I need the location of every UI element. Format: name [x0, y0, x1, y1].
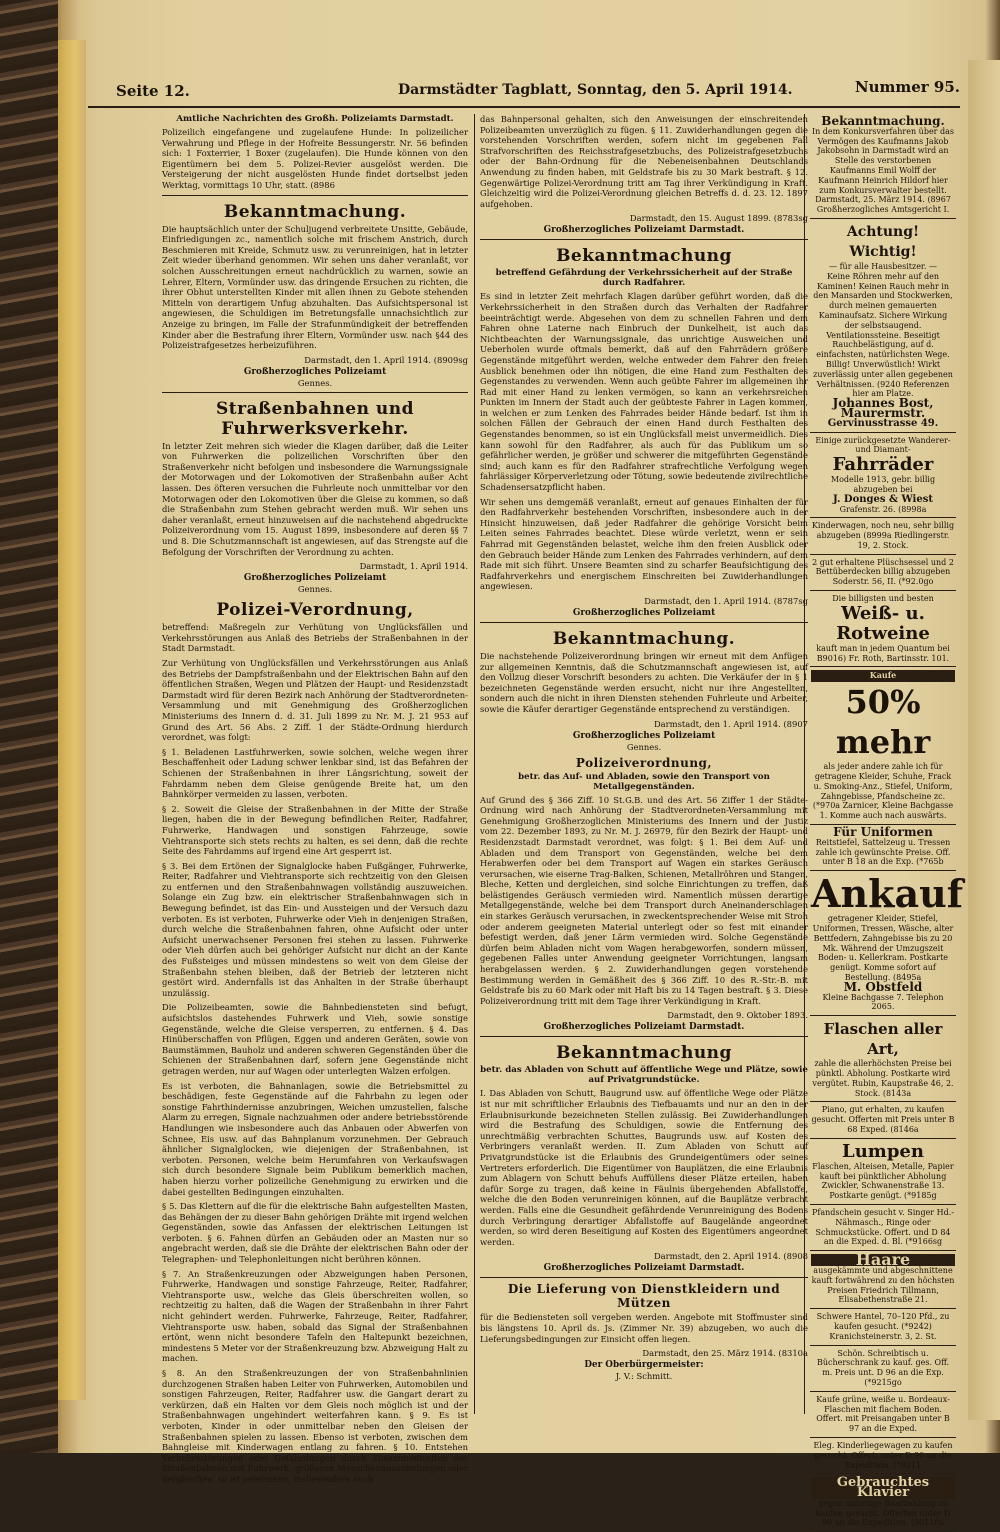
ad-advertiser: M. Obstfeld — [843, 979, 923, 994]
ad-stroller: Eleg. Kinderliegewagen zu kaufen gesucht. Offert. unter D 90 an die Expedition. (*9211 — [810, 1438, 956, 1474]
ordinance-paragraph: § 7. An Straßenkreuzungen oder Abzweigungen haben Personen, Fuhrwerke, Handwagen und sonstige Fahrzeuge, Reiter, Radfahrer, Viehtransporte usw., welche das Gleis überschreiten wollen, so rechtzeitig zu halten, daß die Wagen der Straßenbahn in ihrer Fahrt nicht gehindert werden. Fuhrwerke, Fahrzeuge, Reiter, Radfahrer, Viehtransporte usw. haben, sobald das Signal der Straßenbahnen ertönt, wenn nicht besondere Tafeln den Haltepunkt bezeichnen, mindestens 5 Meter vor der Straßenkreuzung bzw. Abzweigung Halt zu machen. — [162, 1268, 468, 1364]
ad-title: Ankauf — [811, 871, 964, 917]
ad-banner: Kaufe — [811, 670, 955, 682]
metal-notice-text: Die nachstehende Polizeiverordnung bringen wir erneut mit dem Anfügen zur allgemeinen Kenntnis, daß die Schutzmannschaft angewiesen ist, auf den Vollzug dieser Vorschrift besonders zu achten. Die Verkäufer der in § 1 bezeichneten Gegenstände werden ersucht, nicht nur ihre Angestellten, sondern auch die nicht in ihren Diensten stehenden Fuhrleute und Arbeiter, sowie die Käufer derartiger Gegenstände entsprechend zu verständigen. — [480, 650, 808, 714]
ad-text: ausgekämmte und abgeschnittene kauft fortwährend zu den höchsten Preisen Friedrich Tillmann, Elisabethenstraße 21. — [811, 1265, 955, 1305]
cyclist-notice-text: Es sind in letzter Zeit mehrfach Klagen darüber geführt worden, daß die Verkehrssicherheit in den Straßen durch das Verhalten der Radfahrer beeinträchtigt werde. Abgesehen von dem zu schnellen Fahren und dem Fahren ohne Laterne nach Einbruch der Dunkelheit, ist auch das Nichtbeachten der Warnungssignale, das unrichtige Ausweichen und Ueberholen wurde oftmals bemerkt, daß auf den Fahrrädern größere Gegenstände mitgeführt werden, welche entweder dem Fahrer den freien Ausblick benehmen oder ihn nötigen, die eine Hand zum Festhalten des Gegenstandes zu verwenden. Wenn auch geübte Fahrer im allgemeinen ihr Rad mit einer Hand zu lenken vermögen, so kann an verkehrsreichen Punkten im Innern der Stadt auch der geübteste Fahrer in Lagen kommen, in welchen er zum Lenken des Fahrrades beider Hände bedarf. Ist ihm in solchen Fällen der Gebrauch der einen Hand durch Festhalten des Gegenstandes benommen, so ist ein Unglücksfall meist unvermeidlich. Dies kann sowohl für den Radfahrer, als auch für das Publikum um so gefährlicher werden, je größer und schwerer die mitgeführten Gegenstände sind; auch kann es für den Radfahrer strafrechtliche Verfolgung wegen fahrlässiger Körperverletzung oder Tötung, sowie bedeutende zivilrechtliche Schadensersatzpflicht haben. — [480, 291, 808, 493]
notice-title: Bekanntmachung. — [223, 201, 407, 222]
ad-text: getragener Kleider, Stiefel, Uniformen, Tressen, Wäsche, alter Bettfedern, Zahngebisse bis zu 20 Mk. Während der Umzugszeit Boden- u. Kellerkram. Postkarte genügt. Komme sofort auf Bestellung. (8495a — [812, 914, 954, 983]
ad-title: Weiß- u. Rotweine — [836, 602, 930, 644]
divider — [480, 1036, 808, 1037]
ad-title: Für Uniformen — [833, 825, 933, 840]
book-spine — [0, 0, 58, 1453]
ordinance-paragraph: § 2. Soweit die Gleise der Straßenbahnen in der Mitte der Straße liegen, haben die in der Bewegung befindlichen Reiter, Radfahrer, Fuhrwerke, Handwagen und sonstigen Fahrzeuge, sowie Viehtransporte sich stets rechts zu halten, es sei denn, daß die rechte Seite des Fahrdamms auf irgend eine Art gesperrt ist. — [162, 803, 468, 857]
newspaper-sheet — [88, 72, 964, 1528]
ad-advertiser: Johannes Bost, Maurermstr. — [832, 396, 934, 420]
metal-notice-title: Bekanntmachung. — [552, 628, 736, 649]
ad-text: kauft man in jedem Quantum bei B9016) Fr. Roth, Bartinsstr. 101. — [816, 643, 950, 663]
ad-title: Gebrauchtes Klavier — [811, 1477, 955, 1499]
signatory: Gennes. — [297, 377, 333, 388]
ad-text: Keine Röhren mehr auf den Kaminen! Keinen Rauch mehr in den Mansarden und Stockwerken, durch meinen gemauerten Kaminaufsatz. Sichere Wirkung der selbstsaugend. Ventilationssteine. Beseitigt Rauchbelästigung, auf d. einfachsten, natürlichsten Wege. Billig! Unverwüstlich! Wirkt zuverlässig unter allen gegebenen Verhältnissen. (9240 Referenzen hier am Platze. — [813, 271, 953, 399]
column-3-ads — [810, 114, 964, 1528]
ad-pawn: Pfandschein gesucht v. Singer Hd.-Nähmasch., Ringe oder Schmuckstücke. Offert. und D 84 an die Exped. d. Bl. (*9166sg — [810, 1205, 956, 1251]
column-1 — [162, 114, 468, 1484]
ad-address: Kleine Bachgasse 7. Telephon 2065. — [822, 992, 944, 1012]
ordinance-date: Darmstadt, den 15. August 1899. (8783sg — [629, 213, 808, 224]
ad-armchairs: 2 gut erhaltene Plüschsessel und 2 Bettüberdecken billig abzugeben Soderstr. 56, II. (*92.0go — [810, 555, 956, 591]
ad-title: Haare — [811, 1254, 955, 1266]
ordinance-paragraph: Die Polizeibeamten, sowie die Bahnbediensteten sind befugt, aufsichtslos dastehendes Fuhrwerk und Vieh, sowie sonstige Gegenstände, welche die Gleise versperren, zu entfernen. § 4. Das Hinüberschaffen von Pflügen, Eggen und anderen Geräten, sowie von Baumstämmen, Bauholz und anderen schweren Gegenständen über die Schienen der Straßenbahnen darf, sofern jene Gegenstände nicht getragen werden, nur auf Wagen oder unterlegten Walzen erfolgen. — [162, 1002, 468, 1076]
tram-title: Straßenbahnen und Fuhrwerksverkehr. — [215, 398, 414, 439]
page-number: Seite 12. — [116, 82, 190, 100]
tram-text: In letzter Zeit mehren sich wieder die Klagen darüber, daß die Leiter von Fuhrwerken die polizeilichen Vorschriften über den Straßenverkehr nicht befolgen und insbesondere die Warnungssignale der Motorwagen und der Lokomotiven der Straßenbahn außer Acht lassen. Des öfteren versuchen die Fuhrleute noch unmittelbar vor den Motorwagen oder den Lokomotiven über die Gleise zu kommen, so daß die Straßenbahn zum Stehen gebracht werden muß. Wir sehen uns daher veranlaßt, erneut hinzuweisen auf die nachstehend abgedruckte Polizeiverordnung vom 15. August 1899, insbesondere auf deren §§ 7 und 8. Die Schutzmannschaft ist angewiesen, auf das Strengste auf die Befolgung der Vorschriften der Verordnung zu achten. — [162, 440, 468, 557]
ad-50-percent — [810, 667, 956, 825]
ad-bordeaux-bottles: Kaufe grüne, weiße u. Bordeaux-Flaschen mit flachem Boden. Offert. mit Preisangaben unter B 97 an die Exped. — [810, 1392, 956, 1438]
issue-number: Nummer 95. — [854, 78, 960, 96]
ordinance-title: Polizei-Verordnung, — [216, 600, 414, 621]
mayor-name: J. V.: Schmitt. — [615, 1371, 673, 1382]
metal-ordinance-text: Auf Grund des § 366 Ziff. 10 St.G.B. und des Art. 56 Ziffer 1 der Städte-Ordnung wird nach Anhörung der Stadtverordneten-Versammlung mit Genehmigung Großherzoglichen Ministeriums des Innern und der Justiz vom 22. Dezember 1893, zu Nr. M. J. 26979, für den Bezirk der Haupt- und Residenzstadt Darmstadt verordnet, was folgt: § 1. Bei dem Auf- und Abladen und dem Transport von Gegenständen, welche bei dem Herabwerfen oder bei dem Transport auf Wagen ein starkes Geräusch verursachen, wie eiserne Trag-Balken, Schienen, Metallröhren und Stangen, Bleche, Ketten und dergleichen, sind solche Einrichtungen zu treffen, daß belästigendes Geräusch vermieden wird. Namentlich müssen derartige Metallgegenstände, welche bei dem Transport durch Aneinanderschlagen ein starkes Geräusch verursachen, in zweckentsprechender Weise mit Stroh oder anderem geeigneten Material unterlegt oder so fest mit einander befestigt werden, daß jener Lärm vermieden wird. Solche Gegenstände dürfen beim Abladen nicht vom Wagen herabgeworfen, sondern müssen, gegebenen Falles unter Anwendung geeigneter Vorrichtungen, langsam herabgelassen werden. § 2. Zuwiderhandlungen gegen vorstehende Bestimmung werden in Gemäßheit des § 366 Ziff. 10 des R.-Str.-B. mit Geldstrafe bis zu 60 Mark oder mit Haft bis zu 14 Tagen bestraft. § 3. Diese Polizeiverordnung tritt mit dem Tage ihrer Verkündigung in Kraft. — [480, 794, 808, 1006]
ad-text: gegen sofortige Baarzahlung zu kaufen gesucht. Offerten unter D 99 an die Expedition. (9011fsi — [815, 1498, 951, 1528]
cyclist-notice-date: Darmstadt, den 1. April 1914. (8787sg — [644, 595, 808, 606]
rubble-notice-subject: betr. das Abladen von Schutt auf öffentliche Wege und Plätze, sowie auf Privatgrundstücke. — [480, 1065, 808, 1086]
ad-ankauf — [810, 871, 964, 1016]
cyclist-notice-text: Wir sehen uns demgemäß veranlaßt, erneut auf genaues Einhalten der für den Radfahrverkehr bestehenden Vorschriften, insbesondere auch in der Hinsicht hinzuweisen, daß jeder Radfahrer die gehörige Vorsicht beim Leiten seines Fahrrades beachtet. Diese würde verletzt, wenn er sein Fahrrad mit Gegenständen belastet, welche ihm den freien Ausblick oder den Gebrauch beider Hände zum Lenken des Fahrrades verhindern, auf dem Rade mit sich führt. Unsere Beamten sind zu scharfer Beaufsichtigung des Radfahrverkehrs und energischem Einschreiten bei Zuwiderhandlungen angewiesen. — [480, 496, 808, 592]
authority: Großherzogliches Polizeiamt — [572, 607, 716, 618]
authority: Großherzogliches Polizeiamt — [243, 573, 387, 584]
rubble-notice-title: Bekanntmachung — [556, 1043, 732, 1064]
ad-piano: Piano, gut erhalten, zu kaufen gesucht. Offerten mit Preis unter B 68 Exped. (8146a — [810, 1102, 956, 1138]
page-header — [88, 72, 960, 108]
uniform-tender-text: für die Bediensteten soll vergeben werden. Angebote mit Stoffmuster sind bis längstens 10. April ds. Js. (Zimmer Nr. 39) abzugeben, wo auch die Lieferungsbedingungen zur Einsicht offen liegen. — [480, 1312, 808, 1344]
cyclist-notice-title: Bekanntmachung — [556, 246, 732, 267]
ad-title: Lumpen — [842, 1140, 924, 1162]
uniform-tender-date: Darmstadt, den 25. März 1914. (8310a — [642, 1348, 808, 1359]
column-2 — [480, 114, 808, 1414]
ad-advertiser: J. Donges & Wiest — [833, 493, 933, 505]
authority: Großherzogliches Polizeiamt Darmstadt. — [543, 1022, 745, 1033]
adjacent-page-strip — [968, 60, 1000, 1420]
ad-bicycles — [810, 433, 956, 519]
ad-title: Achtung! Wichtig! — [846, 223, 920, 260]
ad-chimney — [810, 219, 956, 433]
cyclist-notice-subject: betreffend Gefährdung der Verkehrssicherheit auf der Straße durch Radfahrer. — [495, 268, 793, 289]
ad-text: In dem Konkursverfahren über das Vermögen des Kaufmanns Jakob Jakobsohn in Darmstadt wird an Stelle des verstorbenen Kaufmanns Emil Wolff der Kaufmann Heinrich Hildorf hier zum Konkursverwalter bestellt. Darmstadt, 25. März 1914. (8967 Großherzogliches Amtsgericht I. — [811, 126, 955, 215]
page-edge — [58, 40, 86, 1400]
ordinance-paragraph: Es ist verboten, die Bahnanlagen, sowie die Betriebsmittel zu beschädigen, feste Gegenstände auf die Fahrbahn zu legen oder sonstige Fahrthindernisse anzubringen, Weichen umzustellen, falsche Alarm zu erregen, Signale nachzuahmen oder andere betriebsstörende Handlungen wie insbesondere auch das Anbauen oder Abwerfen von Schnee, Eis usw. auf das Bahnplanum vorzunehmen. Der Gebrauch ähnlicher Signalglocken, wie diejenigen der Straßenbahnen, ist verboten. Personen, welche beim Herumfahren von Verkaufswagen sich durch besondere Signale beim Publikum bemerklich machen, haben hierzu vorher polizeiliche Genehmigung zu erwirken und die dabei gestellten Bedingungen einzuhalten. — [162, 1080, 468, 1197]
lost-dogs-notice: Polizeilich eingefangene und zugelaufene Hunde: In polizeilicher Verwahrung und Pflege in der Hofreite Bessungerstr. Nr. 56 befinden sich: 1 Foxterrier, 1 Boxer (zugelaufen). Die Hunde können von den Eigentümern bei dem 5. Polizei-Revier ausgelöst werden. Die Versteigerung der nicht ausgelösten Hunde findet dortselbst jeden Werktag, vormittags 10 Uhr, statt. (8986 — [162, 127, 468, 190]
ad-title: Flaschen aller Art, — [823, 1020, 943, 1059]
ad-text: Einige zurückgesetzte Wanderer- und Diamant- — [815, 435, 951, 455]
ad-text: Flaschen, Alteisen, Metalle, Papier kauft bei pünktlicher Abholung Zwickler, Schwanenstraße 13. Postkarte genügt. (*9185g — [812, 1161, 954, 1201]
signatory: Gennes. — [626, 741, 662, 752]
rubble-notice-text: I. Das Abladen von Schutt, Baugrund usw. auf öffentliche Wege oder Plätze ist nur mit schriftlicher Erlaubnis des Tiefbauamts und nur an den in der Erlaubnisurkunde bezeichneten Stellen zulässig. Bei Zuwiderhandlungen wird die Bestrafung des Schuldigen, sowie die Entfernung des unrechtmäßig verbrachten Schuttes, Baugrunds usw. auf Kosten des Verbringers veranlaßt werden. II. Zum Abladen von Schutt auf Privatgrundstücke ist die Erlaubnis des Grundeigentümers oder seines Vertreters erforderlich. Die Eigentümer von Bauplätzen, die eine Erlaubnis zum Ablagern von Schutt behufs Auffüllens dieser Plätze erteilen, haben dafür Sorge zu tragen, daß keine in Fäulnis übergehenden Abfallstoffe, welche die den Boden verunreinigen können, auf die Bauplätze verbracht werden. Falls eine die Gesundheit gefährdende Verunreinigung des Bodens durch Verbringung derartiger Abfallstoffe auf Baugelände angeordnet werden, so wird deren Beseitigung auf Kosten des Eigentümers angeordnet werden. — [480, 1088, 808, 1247]
ad-rags — [810, 1139, 956, 1205]
ad-title: Bekanntmachung. — [821, 114, 945, 128]
ad-wine — [810, 591, 956, 667]
ordinance-paragraph: § 1. Beladenen Lastfuhrwerken, sowie solchen, welche wegen ihrer Beschaffenheit oder Ladung schwer lenkbar sind, ist das Befahren der Schienen der Straßenbahnen in ihrer Längsrichtung, soweit der Fahrdamm neben dem Gleise genügende Breite hat, um den Bahnkörper vermeiden zu lassen, verboten. — [162, 746, 468, 800]
ordinance-continuation: das Bahnpersonal gehalten, sich den Anweisungen der einschreitenden Polizeibeamten unverzüglich zu fügen. § 11. Zuwiderhandlungen gegen die vorstehenden Vorschriften werden, sofern nicht im gegebenen Fall Strafvorschriften des Reichsstrafgesetzbuchs, des Polizeistrafgesetzbuchs oder der Bahn-Ordnung für die Nebeneisenbahnen Deutschlands Anwendung zu finden haben, mit Geldstrafe bis zu 30 Mark bestraft. § 12. Gegenwärtige Polizei-Verordnung tritt am Tag ihrer Verkündigung in Kraft. Gleichzeitig wird die Polizei-Verordnung gleichen Betreffs d. d. 23. 12. 1897 aufgehoben. — [480, 114, 808, 209]
mayor-title: Der Oberbürgermeister: — [584, 1360, 704, 1371]
ordinance-paragraph: § 5. Das Klettern auf die für die elektrische Bahn aufgestellten Masten, das Behängen der zu dieser Bahn gehörigen Drähte mit irgend welchen Gegenständen, sowie das Anfassen der elektrischen Leitungen ist verboten. § 6. Fahnen dürfen an Gebäuden oder an Masten nur so angebracht werden, daß sie die Drähte der elektrischen Bahn oder der Telegraphen- und Telephonleitungen nicht berühren können. — [162, 1201, 468, 1265]
authority: Großherzogliches Polizeiamt — [243, 366, 387, 377]
tram-date: Darmstadt, 1. April 1914. — [359, 561, 468, 572]
ad-bankruptcy — [810, 114, 956, 219]
ad-title: 50% mehr — [835, 683, 931, 762]
ad-address: Grafenstr. 26. (8998a — [839, 504, 927, 514]
divider — [162, 392, 468, 393]
divider — [480, 1277, 808, 1278]
ordinance-subject: betreffend: Maßregeln zur Verhütung von Unglücksfällen und Verkehrsstörungen aus Anlaß des Betriebs der Straßenbahnen in der Stadt Darmstadt. — [162, 622, 468, 654]
metal-notice-date: Darmstadt, den 1. April 1914. (8907 — [653, 718, 808, 729]
ad-subtitle: — für alle Hausbesitzer. — — [829, 261, 937, 271]
divider — [162, 195, 468, 196]
divider — [480, 239, 808, 240]
ad-text: Die billigsten und besten — [832, 594, 934, 604]
authority: Großherzogliches Polizeiamt — [572, 730, 716, 741]
ad-text: zahle die allerhöchsten Preise bei pünktl. Abholung. Postkarte wird vergütet. Rubin, Kaupstraße 46, 2. Stock. (8143a — [812, 1059, 954, 1098]
ad-uniforms — [810, 825, 956, 871]
column-rule-1 — [474, 114, 475, 1414]
authority: Großherzogliches Polizeiamt Darmstadt. — [543, 225, 745, 236]
rubble-notice-date: Darmstadt, den 2. April 1914. (8908 — [653, 1251, 808, 1262]
ad-title: Fahrräder — [832, 454, 934, 476]
ad-pram: Kinderwagen, noch neu, sehr billig abzugeben (8999a Riedlingerstr. 19, 2. Stock. — [810, 518, 956, 554]
metal-ordinance-title: Polizeiverordnung, — [575, 755, 713, 770]
ad-text: Reitstiefel, Sattelzeug u. Tressen zahle ich gewünschte Preise. Off. unter B 18 an die Exp. (*765b — [815, 837, 951, 867]
notice-text: Die hauptsächlich unter der Schuljugend verbreitete Unsitte, Gebäude, Einfriedigungen zc., namentlich solche mit frischem Anstrich, durch Beschmieren mit Kreide, Schmutz usw. zu verunreinigen, hat in letzter Zeit wieder überhand genommen. Wir sehen uns daher veranlaßt, vor solchen Ausschreitungen erneut nachdrücklich zu warnen, sowie an Lehrer, Eltern, Vormünder usw. das dringende Ersuchen zu richten, die ihrer Obhut unterstellten Kinder mit allen ihnen zu Gebote stehenden Mitteln von derartigem Unfug abzuhalten. Das Aufsichtspersonal ist angewiesen, die Schuldigen im Betretungsfalle unnachsichtlich zur Anzeige zu bringen, im Falle der Strafunmündigkeit der betreffenden Kinder aber die Bestrafung ihrer Eltern, Vormünder usw. nach §44 des Polizeistrafgesetzes herbeizuführen. — [162, 223, 468, 351]
signatory: Gennes. — [297, 584, 333, 595]
ad-desk: Schön. Schreibtisch u. Bücherschrank zu kauf. ges. Off. m. Preis unt. D 96 an die Exp. (*9215go — [810, 1346, 956, 1392]
ad-piano-used — [810, 1474, 956, 1532]
ad-hair — [810, 1251, 956, 1309]
ordinance-paragraph: § 8. An den Straßenkreuzungen der von Straßenbahnlinien durchzogenen Straßen haben Leiter von Fuhrwerken, Automobilen und sonstigen Fahrzeugen, Reiter, Radfahrer usw. die Gangart derart zu verkürzen, daß ein Halten vor dem Gleis noch möglich ist und der Straßenbahnwagen ungehindert weiterfahren kann. § 9. Es ist verboten, Kinder in oder unmittelbar neben den Gleisen der Straßenbahnen spielen zu lassen. Ebenso ist verboten, zwischen dem Bahngleise mit Kinderwagen entlang zu fahren. § 10. Entstehen Verkehrsstörungen oder Gefährdungen durch Zusammentreffen der Straßenbahnen mit Fuhrwerk, größeren Menschenansammlungen oder dergleichen, so ist jedermann, insbesondere auch — [162, 1368, 468, 1484]
authority: Großherzogliches Polizeiamt Darmstadt. — [543, 1263, 745, 1274]
ordinance-paragraph: § 3. Bei dem Ertönen der Signalglocke haben Fußgänger, Fuhrwerke, Reiter, Radfahrer und Viehtransporte sich rechtzeitig von den Gleisen zu entfernen und den Straßenbahnwagen vollständig auszuweichen. Solange ein Zug bzw. ein elektrischer Straßenbahnwagen sich in Bewegung befindet, ist das Ein- und Aussteigen und der Versuch dazu verboten. Es ist verboten, Fuhrwerke oder Vieh in denjenigen Straßen, durch welche die Straßenbahnen fahren, ohne Aufsicht oder unter Aufsicht unerwachsener Personen frei stehen zu lassen. Fuhrwerke oder Vieh dürfen auch bei gehöriger Aufsicht nur dicht an der Kante des Fußsteiges und müssen mindestens so weit von dem Gleise der Straßenbahn stehen bleiben, daß der Betrieb der letzteren nicht gestört wird. Andernfalls ist das Anhalten in der Straße überhaupt unzulässig. — [162, 860, 468, 998]
divider — [480, 622, 808, 623]
ad-dumbbell: Schwere Hantel, 70–120 Pfd., zu kaufen gesucht. (*9242) Kranichsteinerstr. 3, 2. St. — [810, 1309, 956, 1345]
notice-date: Darmstadt, den 1. April 1914. (8909sg — [304, 354, 468, 365]
ad-bottles — [810, 1016, 956, 1102]
metal-ordinance-subject: betr. das Auf- und Abladen, sowie den Transport von Metallgegenständen. — [518, 771, 770, 792]
ad-text: als jeder andere zahle ich für getragene Kleider, Schuhe, Frack u. Smoking-Anz., Stiefel, Uniform, Zahngebisse, Pfandscheine zc. (*970a Zarnicer, Kleine Bachgasse 1. Komme auch nach auswärts. — [812, 762, 954, 821]
masthead-date: Darmstädter Tagblatt, Sonntag, den 5. April 1914. — [398, 82, 793, 98]
uniform-tender-title: Die Lieferung von Dienstkleidern und Mützen — [507, 1282, 781, 1311]
ad-address: Gervinusstrasse 49. — [827, 417, 939, 429]
section-heading: Amtliche Nachrichten des Großh. Polizeiamts Darmstadt. — [176, 114, 454, 124]
metal-ordinance-date: Darmstadt, den 9. Oktober 1893. — [667, 1010, 808, 1021]
ordinance-paragraph: Zur Verhütung von Unglücksfällen und Verkehrsstörungen aus Anlaß des Betriebs der Dampfstraßenbahn und der Elektrischen Bahn auf den öffentlichen Straßen, Wegen und Plätzen der Haupt- und Residenzstadt Darmstadt wird für deren Bezirk nach Anhörung der Stadtverordneten-Versammlung und mit Genehmigung des Großherzoglichen Ministeriums des Innern d. d. 31. Juli 1899 zu Nr. M. J. 21 953 auf Grund des Art. 56 Abs. 2 Ziff. 1 der Städte-Ordnung hierdurch verordnet, was folgt: — [162, 658, 468, 743]
ad-text: Modelle 1913, gebr. billig abzugeben bei — [830, 475, 936, 494]
